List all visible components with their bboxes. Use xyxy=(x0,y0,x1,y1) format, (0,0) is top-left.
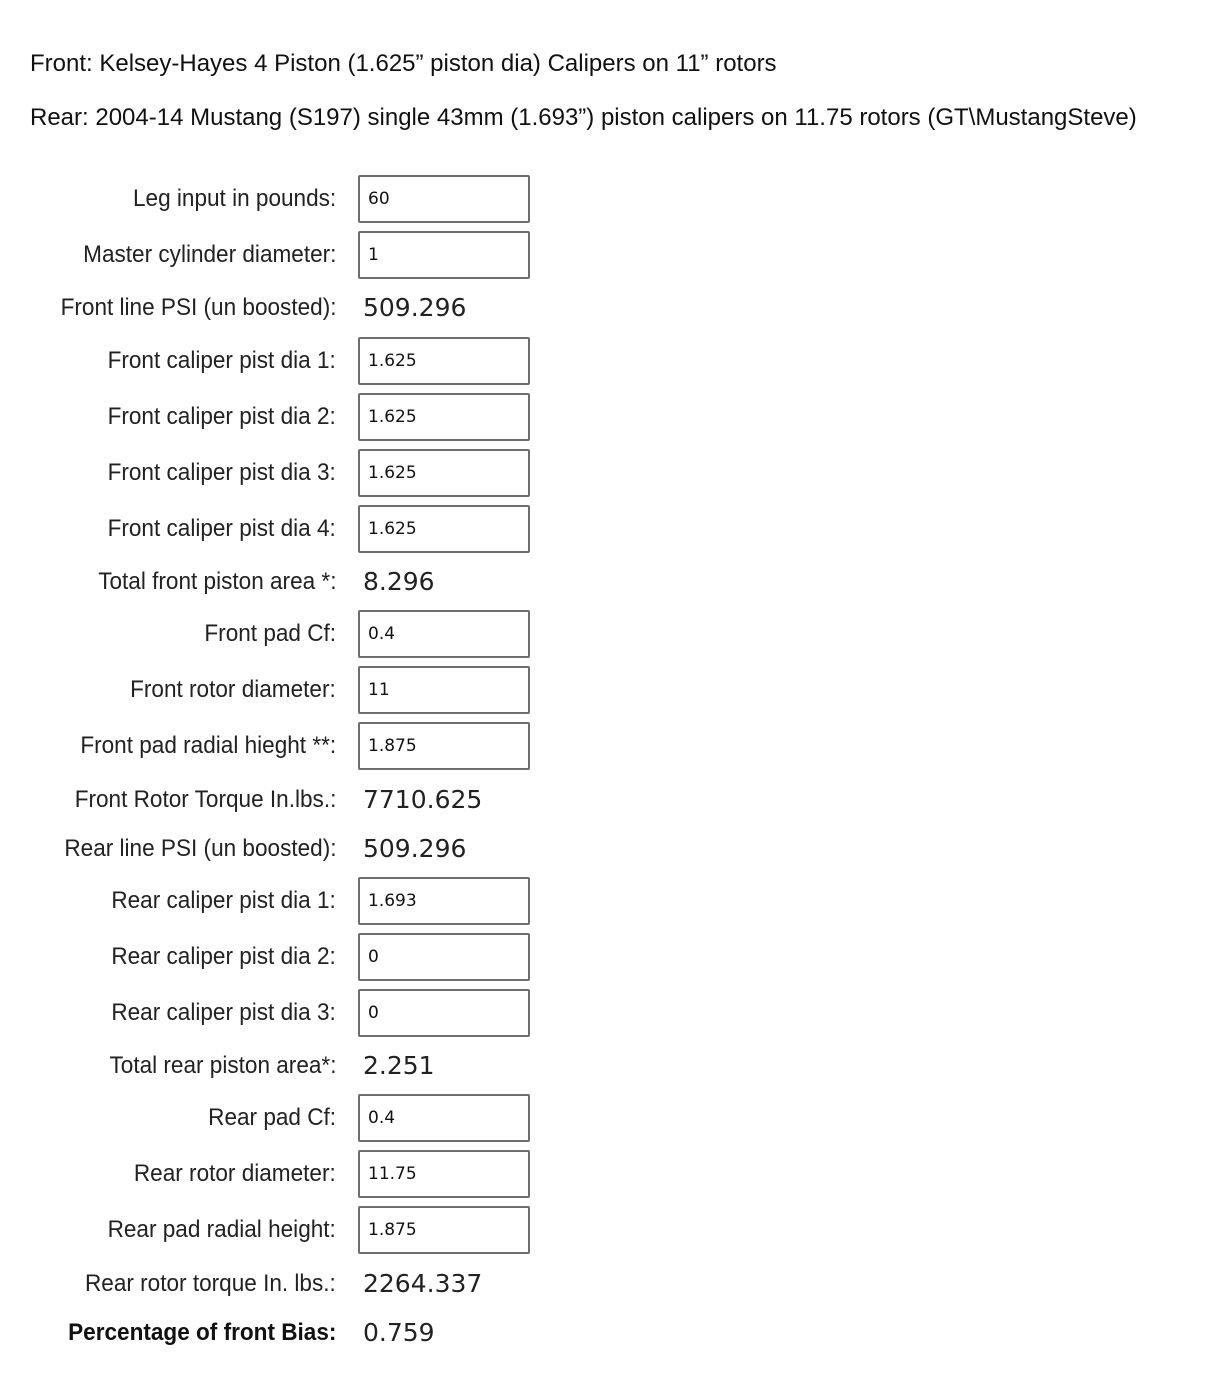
total-front-area-row xyxy=(0,558,560,606)
rear-torque-row xyxy=(0,1260,560,1308)
rear-line-psi-row xyxy=(0,825,560,873)
front-line-psi-label: Front line PSI (un boosted): xyxy=(60,294,336,321)
front-pist-2-row xyxy=(0,393,560,441)
front-pist-3-field[interactable] xyxy=(358,449,530,497)
rear-rotor-dia-field[interactable] xyxy=(358,1150,530,1198)
rear-pist-3-field[interactable] xyxy=(358,989,530,1037)
rear-pad-height-row xyxy=(0,1206,560,1254)
rear-pad-height-label: Rear pad radial height: xyxy=(107,1216,336,1243)
front-pad-cf-row xyxy=(0,610,560,658)
front-pist-4-row xyxy=(0,505,560,553)
rear-line-psi-value: 509.296 xyxy=(363,834,467,863)
front-pad-cf-label: Front pad Cf: xyxy=(204,620,336,647)
front-pad-height-label: Front pad radial hieght **: xyxy=(80,732,336,759)
front-torque-label: Front Rotor Torque In.lbs.: xyxy=(74,786,336,813)
master-cylinder-field[interactable] xyxy=(358,231,530,279)
front-rotor-dia-row xyxy=(0,666,560,714)
front-pad-cf-field[interactable] xyxy=(358,610,530,658)
rear-line-psi-label: Rear line PSI (un boosted): xyxy=(63,835,336,862)
front-bias-value: 0.759 xyxy=(363,1318,435,1347)
rear-pad-cf-field[interactable] xyxy=(358,1094,530,1142)
front-line-psi-value: 509.296 xyxy=(363,293,467,322)
front-torque-value: 7710.625 xyxy=(363,785,483,814)
front-torque-row xyxy=(0,776,560,824)
front-pist-4-label: Front caliper pist dia 4: xyxy=(107,515,336,542)
leg-input-field[interactable] xyxy=(358,175,530,223)
front-pist-1-field[interactable] xyxy=(358,337,530,385)
front-pist-4-field[interactable] xyxy=(358,505,530,553)
rear-pist-1-row xyxy=(0,877,560,925)
rear-pist-2-field[interactable] xyxy=(358,933,530,981)
rear-rotor-dia-row xyxy=(0,1150,560,1198)
rear-pist-2-label: Rear caliper pist dia 2: xyxy=(111,943,336,970)
total-front-area-value: 8.296 xyxy=(363,567,435,596)
front-rotor-dia-field[interactable] xyxy=(358,666,530,714)
leg-input-label: Leg input in pounds: xyxy=(132,185,336,212)
front-pist-2-label: Front caliper pist dia 2: xyxy=(107,403,336,430)
front-line-psi-row xyxy=(0,284,560,332)
rear-caliper-description: Rear: 2004-14 Mustang (S197) single 43mm (1.693”) piston calipers on 11.75 rotors (GT\MustangSteve) xyxy=(30,104,1137,131)
total-rear-area-label: Total rear piston area*: xyxy=(109,1052,336,1079)
rear-pad-cf-label: Rear pad Cf: xyxy=(208,1104,336,1131)
rear-pist-1-label: Rear caliper pist dia 1: xyxy=(111,887,336,914)
rear-pist-2-row xyxy=(0,933,560,981)
front-pist-1-row xyxy=(0,337,560,385)
total-front-area-label: Total front piston area *: xyxy=(97,568,336,595)
total-rear-area-value: 2.251 xyxy=(363,1051,435,1080)
rear-torque-label: Rear rotor torque In. lbs.: xyxy=(85,1270,336,1297)
front-bias-row xyxy=(0,1309,560,1357)
front-pist-1-label: Front caliper pist dia 1: xyxy=(107,347,336,374)
front-pist-3-label: Front caliper pist dia 3: xyxy=(107,459,336,486)
master-cylinder-label: Master cylinder diameter: xyxy=(82,241,336,268)
front-pad-height-row xyxy=(0,722,560,770)
front-pad-height-field[interactable] xyxy=(358,722,530,770)
master-cylinder-row xyxy=(0,231,560,279)
front-rotor-dia-label: Front rotor diameter: xyxy=(130,676,336,703)
rear-rotor-dia-label: Rear rotor diameter: xyxy=(134,1160,336,1187)
front-pist-3-row xyxy=(0,449,560,497)
front-caliper-description: Front: Kelsey-Hayes 4 Piston (1.625” piston dia) Calipers on 11” rotors xyxy=(30,50,777,77)
rear-pist-3-row xyxy=(0,989,560,1037)
rear-pist-1-field[interactable] xyxy=(358,877,530,925)
rear-torque-value: 2264.337 xyxy=(363,1269,483,1298)
rear-pist-3-label: Rear caliper pist dia 3: xyxy=(111,999,336,1026)
total-rear-area-row xyxy=(0,1042,560,1090)
front-bias-label: Percentage of front Bias: xyxy=(67,1319,336,1346)
leg-input-row xyxy=(0,175,560,223)
front-pist-2-field[interactable] xyxy=(358,393,530,441)
rear-pad-cf-row xyxy=(0,1094,560,1142)
rear-pad-height-field[interactable] xyxy=(358,1206,530,1254)
